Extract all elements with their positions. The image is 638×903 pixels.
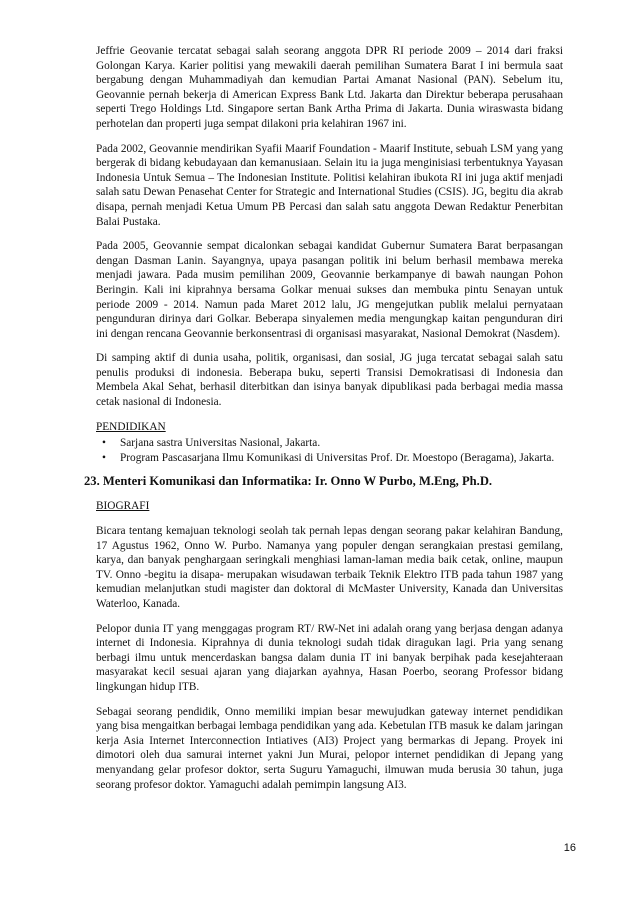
education-item-text: Sarjana sastra Universitas Nasional, Jakarta. <box>120 437 321 450</box>
list-item <box>96 451 563 466</box>
page-number: 16 <box>563 842 576 854</box>
education-item-text: Program Pascasarjana Ilmu Komunikasi di Universitas Prof. Dr. Moestopo (Beragama), Jakarta. <box>120 451 555 464</box>
paragraph-foundation: Pada 2002, Geovannie mendirikan Syafii Maarif Foundation - Maarif Institute, sebuah LSM yang yang bergerak di bidang kebudayaan dan kemanusiaan. Selain itu ia juga menginisiasi terbentuknya Yayasan Indonesia Untuk Semua – The Indonesian Institute. Politisi kelahiran ibukota RI ini juga aktif menjadi salah satu Dewan Penasehat Center for Strategic and International Studies (CSIS). JG, begitu dia akrab disapa, pernah menjadi Ketua Umum PB Percasi dan salah satu anggota Dewan Redaktur Penerbitan Balai Pustaka. <box>96 142 563 228</box>
biography-label: BIOGRAFI <box>96 500 150 513</box>
paragraph-bio-pioneer: Pelopor dunia IT yang menggagas program RT/ RW-Net ini adalah orang yang berjasa dengan adanya internet di Indonesia. Kiprahnya di dunia teknologi sudah tidak diragukan lagi. Pria yang senang berbagi ilmu untuk mencerdaskan bangsa dalam dunia IT ini banyak berpihak pada kesejahteraan masyarakat kecil sesuai ajaran yang diajarkan ayahnya, Hasan Poerbo, seorang Professor bidang lingkungan hidup ITB. <box>96 622 563 693</box>
paragraph-election: Pada 2005, Geovannie sempat dicalonkan sebagai kandidat Gubernur Sumatera Barat berpasangan dengan Dasman Lanin. Sayangnya, upaya pasangan politik ini belum berhasil membawa mereka menjadi jawara. Pada musim pemilihan 2009, Geovannie berkampanye di bawah naungan Pohon Beringin. Kali ini kiprahnya bersama Golkar menuai sukses dan membuka pintu Senayan untuk periode 2009 - 2014. Namun pada Maret 2012 lalu, JG mengejutkan publik melalui pernyataan pengunduran dirinya dari Golkar. Beberapa sinyalemen media mengungkap kaitan pengunduran diri ini dengan rencana Geovannie berkonsentrasi di organisasi masyarakat, Nasional Demokrat (Nasdem). <box>96 240 563 340</box>
list-item <box>96 436 563 451</box>
paragraph-bio-intro: Bicara tentang kemajuan teknologi seolah tak pernah lepas dengan seorang pakar kelahiran Bandung, 17 Agustus 1962, Onno W. Purbo. Namanya yang populer dengan serangkaian prestasi gemilang, karya, dan banyak penghargaan seringkali menghiasi laman-laman media baik cetak, online, maupun TV. Onno -begitu ia disapa- merupakan wisudawan terbaik Teknik Elektro ITB pada tahun 1987 yang kemudian melanjutkan studi magister dan doktoral di McMaster University, Kanada dan Universitas Waterloo, Kanada. <box>96 525 563 610</box>
education-label: PENDIDIKAN <box>96 420 166 433</box>
bullet-icon: • <box>102 451 106 464</box>
paragraph-career: Jeffrie Geovanie tercatat sebagai salah seorang anggota DPR RI periode 2009 – 2014 dari fraksi Golongan Karya. Karier politisi yang mewakili daerah pemilihan Sumatera Barat I ini bermula saat bergabung dengan Muhammadiyah dan kemudian Partai Amanat Nasional (PAN). Sebelum itu, Geovannie pernah bekerja di American Express Bank Ltd. Jakarta dan Direktur beberapa perusahaan seperti Trego Holdings Ltd. Singapore sertan Bank Artha Prima di Jakarta. Dunia wiraswasta bidang perhotelan dan properti juga sempat dilakoni pria kelahiran 1967 ini. <box>96 45 563 130</box>
paragraph-bio-educator: Sebagai seorang pendidik, Onno memiliki impian besar mewujudkan gateway internet pendidikan yang bisa mengaitkan berbagai lembaga pendidikan yang ada. Kebetulan ITB masuk ke dalam jaringan kerja Asia Internet Interconnection Intiatives (AI3) Project yang bermarkas di Jepang. Proyek ini dimotori oleh dua samurai internet yakni Jun Murai, pelopor internet pendidikan di Jepang yang menyandang gelar profesor doktor, serta Suguru Yamaguchi, ilmuwan muda berusia 30 tahun, juga seorang profesor doktor. Yamaguchi adalah pemimpin langsung AI3. <box>96 705 563 791</box>
page-content <box>84 44 563 802</box>
paragraph-writing: Di samping aktif di dunia usaha, politik, organisasi, dan sosial, JG juga tercatat sebagai salah satu penulis produksi di indonesia. Beberapa buku, seperti Transisi Demokratisasi di Indonesia dan Membela Akal Sehat, berhasil diterbitkan dan isinya banyak dipublikasi pada berbagai media massa cetak nasional di Indonesia. <box>96 352 563 409</box>
section-heading: 23. Menteri Komunikasi dan Informatika: Ir. Onno W Purbo, M.Eng, Ph.D. <box>84 474 493 489</box>
education-list <box>96 436 563 465</box>
bullet-icon: • <box>102 437 106 450</box>
